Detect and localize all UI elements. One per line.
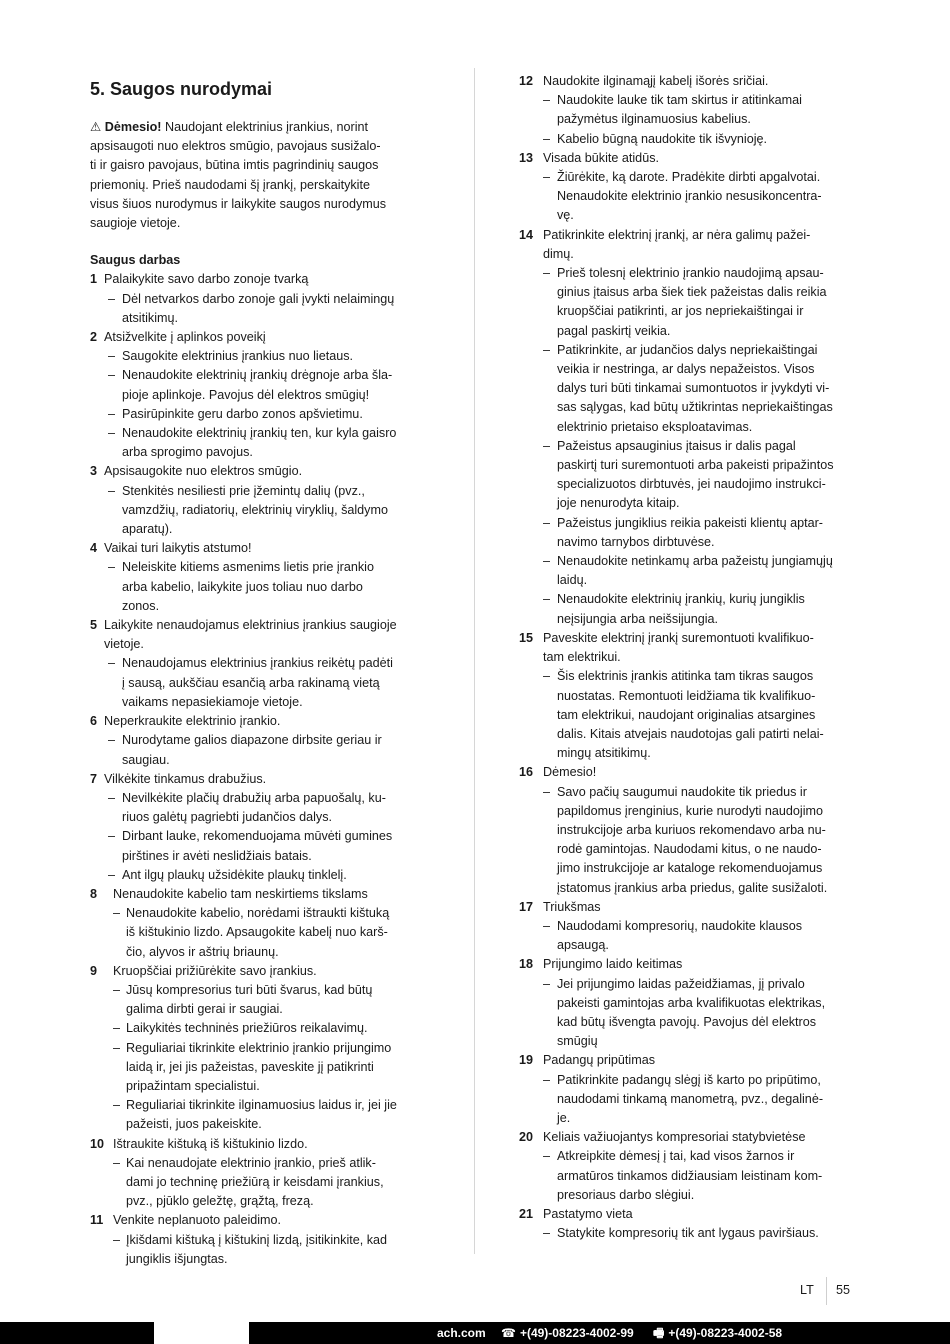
- subitem-line: mingų atsitikimų.: [557, 746, 651, 761]
- item-number: 12: [519, 74, 534, 88]
- dash-bullet: –: [108, 656, 116, 671]
- warning-label: Dėmesio!: [104, 120, 162, 134]
- safety-item: [90, 616, 435, 654]
- dash-bullet: –: [543, 438, 551, 453]
- subitem-line: aparatų).: [122, 522, 173, 537]
- safety-subitem: [90, 1039, 435, 1097]
- subitem-line: rodė gamintojas. Naudodami kitus, o ne naudo-: [557, 842, 822, 857]
- subitem-line: ginius įtaisus arba šiek tiek pažeistas dalis reikia: [557, 285, 827, 300]
- item-number: 9: [90, 963, 98, 978]
- subitem-line: Jei prijungimo laidas pažeidžiamas, jį privalo: [557, 976, 805, 991]
- safety-subitem: [519, 917, 864, 955]
- left-safety-list: [90, 270, 435, 1269]
- item-number: 1: [90, 272, 98, 287]
- page-number: 55: [836, 1283, 851, 1297]
- subitem-line: tam elektrikui, naudojant originalias atsargines: [557, 707, 816, 722]
- subitem-line: galima dirbti gerai ir saugiai.: [126, 1002, 283, 1017]
- safety-subitem: [519, 975, 864, 1052]
- item-number: 6: [90, 714, 98, 729]
- website-link[interactable]: ach.com: [437, 1326, 486, 1340]
- dash-bullet: –: [108, 349, 116, 364]
- dash-bullet: –: [543, 592, 551, 607]
- subitem-line: Naudodami kompresorių, naudokite klausos: [557, 918, 803, 933]
- item-heading-line: Nenaudokite kabelio tam neskirtiems tikslams: [113, 886, 368, 901]
- dash-bullet: –: [543, 1072, 551, 1087]
- safety-subitem: [90, 290, 435, 328]
- subitem-line: pagal paskirtį veikia.: [557, 323, 671, 338]
- subitem-line: presoriaus darbo slėgiui.: [557, 1187, 695, 1202]
- language-code: LT: [800, 1283, 814, 1297]
- safety-subitem: [519, 552, 864, 590]
- item-number: 17: [519, 899, 534, 914]
- safety-subitem: [519, 514, 864, 552]
- item-heading-line: dimų.: [543, 246, 574, 261]
- safety-item: [90, 770, 435, 789]
- safety-subitem: [90, 558, 435, 616]
- safety-item: [519, 72, 864, 91]
- safety-item: [519, 955, 864, 974]
- safety-subitem: [519, 590, 864, 628]
- subitem-line: pvz., pjūklo geležtę, grąžtą, frezą.: [126, 1194, 314, 1209]
- dash-bullet: –: [543, 515, 551, 530]
- dash-bullet: –: [108, 291, 116, 306]
- subitem-line: Nenaudojamus elektrinius įrankius reikėtų padėti: [122, 656, 393, 671]
- subitem-line: Kabelio būgną naudokite tik išvynioję.: [557, 131, 768, 146]
- dash-bullet: –: [108, 733, 116, 748]
- subitem-line: zonos.: [122, 598, 160, 613]
- dash-bullet: –: [108, 406, 116, 421]
- safety-subitem: [519, 1224, 864, 1243]
- subitem-line: Reguliariai tikrinkite elektrinio įrankio prijungimo: [126, 1040, 392, 1055]
- safety-subitem: [519, 783, 864, 898]
- safety-subitem: [90, 347, 435, 366]
- item-number: 7: [90, 771, 98, 786]
- dash-bullet: –: [113, 906, 121, 921]
- item-heading-line: Atsižvelkite į aplinkos poveikį: [104, 330, 266, 345]
- subitem-line: Nenaudokite kabelio, norėdami ištraukti kištuką: [126, 906, 390, 921]
- subitem-line: sas sąlygas, kad būtų užtikrintas nepriekaištingas: [557, 400, 833, 415]
- item-heading-line: Apsisaugokite nuo elektros smūgio.: [104, 464, 303, 479]
- phone-icon: ☎: [501, 1326, 516, 1340]
- item-heading-line: Triukšmas: [543, 899, 601, 914]
- subitem-line: vamzdžių, radiatorių, elektrinių viryklių, šaldymo: [122, 502, 388, 517]
- safety-item: [519, 1128, 864, 1147]
- subitem-line: iš kištukinio lizdo. Apsaugokite kabelį nuo karš-: [126, 925, 388, 940]
- safety-subitem: [90, 1154, 435, 1212]
- warning-line: visus šiuos nurodymus ir laikykite saugos nurodymus: [90, 196, 387, 211]
- warning-icon: ⚠: [90, 120, 102, 134]
- subitem-line: Nenaudokite elektrinio įrankio nesusikoncentra-: [557, 189, 822, 204]
- subitem-line: jungiklis išjungtas.: [126, 1251, 228, 1266]
- item-heading-line: tam elektrikui.: [543, 650, 621, 665]
- safety-subitem: [519, 130, 864, 149]
- fax-text: +(49)-08223-4002-58: [668, 1326, 783, 1340]
- subitem-line: paskirtį turi suremontuoti arba pakeisti pripažintos: [557, 458, 834, 473]
- dash-bullet: –: [108, 368, 116, 383]
- subitem-line: Pažeistus jungiklius reikia pakeisti klientų aptar-: [557, 515, 823, 530]
- item-heading-line: Paveskite elektrinį įrankį suremontuoti kvalifikuo-: [543, 630, 814, 645]
- dash-bullet: –: [543, 131, 551, 146]
- subitem-line: vaikams nepasiekiamoje vietoje.: [122, 694, 303, 709]
- subitem-line: Saugokite elektrinius įrankius nuo lietaus.: [122, 349, 354, 364]
- subitem-line: Dėl netvarkos darbo zonoje gali įvykti nelaimingų: [122, 291, 395, 306]
- subitem-line: Stenkitės nesiliesti prie įžemintų dalių (pvz.,: [122, 483, 365, 498]
- subitem-line: Reguliariai tikrinkite ilginamuosius laidus ir, jei jie: [126, 1098, 397, 1113]
- safety-subitem: [519, 667, 864, 763]
- subitem-line: Nenaudokite elektrinių įrankių drėgnoje arba šla-: [122, 368, 393, 383]
- left-column: [90, 72, 435, 1269]
- item-heading-line: vietoje.: [104, 637, 144, 652]
- subitem-line: pakeisti gamintojas arba kvalifikuotas elektrikas,: [557, 995, 826, 1010]
- warning-line: apsisaugoti nuo elektros smūgio, pavojaus susižalo-: [90, 139, 381, 154]
- warning-line: ti ir gaisro pavojaus, būtina imtis pagrindinių saugos: [90, 158, 379, 173]
- subitem-line: Dirbant lauke, rekomenduojama mūvėti gumines: [122, 829, 393, 844]
- safety-subitem: [90, 654, 435, 712]
- subitem-line: nuostatas. Remontuoti leidžiama tik kvalifikuo-: [557, 688, 816, 703]
- item-number: 4: [90, 541, 98, 556]
- item-number: 21: [519, 1206, 534, 1221]
- dash-bullet: –: [543, 554, 551, 569]
- safety-item: [90, 885, 435, 904]
- item-heading-line: Dėmesio!: [543, 765, 597, 780]
- subitem-line: arba sprogimo pavojus.: [122, 445, 253, 460]
- safety-item: [90, 1211, 435, 1230]
- subitem-line: Naudokite lauke tik tam skirtus ir atitinkamai: [557, 93, 802, 108]
- subitem-line: Statykite kompresorių tik ant lygaus paviršiaus.: [557, 1226, 819, 1241]
- dash-bullet: –: [113, 1021, 121, 1036]
- safety-subitem: [519, 341, 864, 437]
- subitem-line: pioje aplinkoje. Pavojus dėl elektros smūgių!: [122, 387, 370, 402]
- subitem-line: vę.: [557, 208, 574, 223]
- safety-subitem: [90, 482, 435, 540]
- dash-bullet: –: [108, 829, 116, 844]
- column-divider: [474, 68, 475, 1254]
- safety-subitem: [90, 731, 435, 769]
- subitem-line: dami jo techninę priežiūrą ir keisdami įrankius,: [126, 1174, 384, 1189]
- subitem-line: Šis elektrinis įrankis atitinka tam tikras saugos: [557, 669, 814, 684]
- subitem-line: pažeisti, juos pakeiskite.: [126, 1117, 262, 1132]
- subitem-line: Laikykitės techninės priežiūros reikalavimų.: [126, 1021, 368, 1036]
- subitem-line: Patikrinkite padangų slėgį iš karto po pripūtimo,: [557, 1072, 821, 1087]
- safety-item: [90, 462, 435, 481]
- right-safety-list: [519, 72, 864, 1243]
- dash-bullet: –: [113, 1155, 121, 1170]
- safety-item: [519, 763, 864, 782]
- subheading: Saugus darbas: [90, 253, 181, 268]
- safety-item: [90, 712, 435, 731]
- right-column: [519, 72, 864, 1243]
- subitem-line: armatūros tinkamos didžiausiam leistinam kom-: [557, 1168, 823, 1183]
- dash-bullet: –: [543, 170, 551, 185]
- dash-bullet: –: [543, 918, 551, 933]
- subitem-line: Nenaudokite elektrinių įrankių ten, kur kyla gaisro: [122, 426, 397, 441]
- fax-icon: 🖷: [653, 1326, 665, 1340]
- subitem-line: Atkreipkite dėmesį į tai, kad visos žarnos ir: [557, 1149, 795, 1164]
- subitem-line: laidų.: [557, 573, 588, 588]
- subitem-line: Nevilkėkite plačių drabužių arba papuošalų, ku-: [122, 790, 386, 805]
- item-number: 14: [519, 227, 534, 242]
- subitem-line: instrukcijoje arba kuriuos rekomendavo arba nu-: [557, 822, 826, 837]
- item-heading-line: Prijungimo laido keitimas: [543, 957, 683, 972]
- item-heading-line: Padangų pripūtimas: [543, 1053, 656, 1068]
- subitem-line: neįsijungia arba neišsijungia.: [557, 611, 719, 626]
- footer-separator: [826, 1277, 827, 1305]
- dash-bullet: –: [543, 976, 551, 991]
- subitem-line: papildomus įrenginius, kurie nurodyti naudojimo: [557, 803, 824, 818]
- subitem-line: į sausą, aukščiau esančią arba rakinamą vietą: [122, 675, 380, 690]
- subitem-line: pažymėtus ilginamuosius kabelius.: [557, 112, 751, 127]
- subitem-line: Patikrinkite, ar judančios dalys nepriekaištingai: [557, 342, 818, 357]
- safety-item: [519, 1051, 864, 1070]
- item-heading-line: Ištraukite kištuką iš kištukinio lizdo.: [113, 1136, 308, 1151]
- item-heading-line: Neperkraukite elektrinio įrankio.: [104, 714, 281, 729]
- dash-bullet: –: [108, 426, 116, 441]
- safety-item: [90, 1135, 435, 1154]
- subitem-line: Įkišdami kištuką į kištukinį lizdą, įsitikinkite, kad: [126, 1232, 388, 1247]
- safety-subitem: [90, 366, 435, 404]
- safety-subitem: [90, 904, 435, 962]
- subitem-line: kruopščiai patikrinti, ar jos nepriekaištingai ir: [557, 304, 804, 319]
- safety-item: [519, 226, 864, 264]
- safety-subitem: [90, 1231, 435, 1269]
- dash-bullet: –: [543, 784, 551, 799]
- safety-item: [519, 898, 864, 917]
- subitem-line: Kai nenaudojate elektrinio įrankio, prieš atlik-: [126, 1155, 376, 1170]
- subitem-line: Pažeistus apsauginius įtaisus ir dalis pagal: [557, 438, 796, 453]
- safety-subitem: [519, 168, 864, 226]
- warning-line: Naudojant elektrinius įrankius, norint: [165, 120, 369, 134]
- safety-subitem: [90, 981, 435, 1019]
- safety-subitem: [519, 91, 864, 129]
- subitem-line: veikia ir nestringa, ar dalys nepažeistos. Visos: [557, 362, 815, 377]
- subitem-line: smūgių: [557, 1034, 598, 1049]
- item-number: 16: [519, 765, 534, 780]
- dash-bullet: –: [108, 867, 116, 882]
- subitem-line: Pasirūpinkite geru darbo zonos apšvietimu.: [122, 406, 363, 421]
- subitem-line: Nenaudokite netinkamų arba pažeistų jungiamųjų: [557, 554, 833, 569]
- subitem-line: specializuotos dirbtuvės, jei naudojimo instrukci-: [557, 477, 826, 492]
- item-number: 11: [90, 1213, 104, 1228]
- item-heading-line: Keliais važiuojantys kompresoriai statybvietėse: [543, 1130, 806, 1145]
- item-number: 2: [90, 330, 98, 345]
- warning-line: saugioje vietoje.: [90, 216, 181, 231]
- subitem-line: Jūsų kompresorius turi būti švarus, kad būtų: [126, 982, 373, 997]
- item-number: 19: [519, 1053, 534, 1068]
- subitem-line: elektrinio prietaiso eksploatavimas.: [557, 419, 753, 434]
- subitem-line: dalis. Kitais atvejais naudotojas gali patirti nelai-: [557, 726, 824, 741]
- subitem-line: pirštines ir avėti neslidžiais batais.: [122, 848, 312, 863]
- item-number: 15: [519, 630, 534, 645]
- item-heading-line: Patikrinkite elektrinį įrankį, ar nėra galimų pažei-: [543, 227, 811, 242]
- item-number: 3: [90, 464, 98, 479]
- safety-item: [90, 539, 435, 558]
- dash-bullet: –: [108, 560, 116, 575]
- dash-bullet: –: [113, 1232, 121, 1247]
- subitem-line: Žiūrėkite, ką darote. Pradėkite dirbti apgalvotai.: [557, 170, 821, 185]
- safety-subitem: [90, 789, 435, 827]
- item-heading-line: Visada būkite atidūs.: [543, 150, 659, 165]
- section-title: 5. Saugos nurodymai: [90, 79, 273, 99]
- subitem-line: jimo instrukcijoje ar kataloge rekomenduojamus: [557, 861, 823, 876]
- dash-bullet: –: [543, 1149, 551, 1164]
- item-heading-line: Naudokite ilginamąjį kabelį išorės sričiai.: [543, 74, 769, 88]
- safety-subitem: [90, 827, 435, 865]
- safety-item: [519, 1205, 864, 1224]
- subitem-line: Savo pačių saugumui naudokite tik priedus ir: [557, 784, 807, 799]
- dash-bullet: –: [113, 1040, 121, 1055]
- subitem-line: Ant ilgų plaukų užsidėkite plaukų tinklelį.: [122, 867, 347, 882]
- dash-bullet: –: [543, 669, 551, 684]
- safety-subitem: [519, 437, 864, 514]
- safety-item: [90, 270, 435, 289]
- subitem-line: Nenaudokite elektrinių įrankių, kurių jungiklis: [557, 592, 805, 607]
- safety-item: [90, 962, 435, 981]
- subitem-line: riuos galėtų pagriebti judančios dalys.: [122, 810, 333, 825]
- safety-subitem: [519, 264, 864, 341]
- subitem-line: įstatomus įrankius arba priedus, galite susižaloti.: [557, 880, 828, 895]
- item-heading-line: Venkite neplanuoto paleidimo.: [113, 1213, 282, 1228]
- safety-subitem: [90, 405, 435, 424]
- safety-item: [519, 629, 864, 667]
- item-number: 10: [90, 1136, 105, 1151]
- subitem-line: joje nenurodyta kitaip.: [557, 496, 680, 511]
- item-heading-line: Kruopščiai prižiūrėkite savo įrankius.: [113, 963, 317, 978]
- subitem-line: Neleiskite kitiems asmenims lietis prie įrankio: [122, 560, 374, 575]
- fax-number: [653, 1322, 782, 1344]
- dash-bullet: –: [543, 93, 551, 108]
- phone-text: +(49)-08223-4002-99: [519, 1326, 634, 1340]
- item-heading-line: Laikykite nenaudojamus elektrinius įrankius saugioje: [104, 618, 397, 633]
- subitem-line: laidą ir, jei jis pažeistas, paveskite jį patikrinti: [126, 1059, 374, 1074]
- item-heading-line: Palaikykite savo darbo zonoje tvarką: [104, 272, 309, 287]
- safety-subitem: [90, 1019, 435, 1038]
- item-number: 18: [519, 957, 534, 972]
- item-number: 20: [519, 1130, 534, 1145]
- contact-bar: [249, 1322, 950, 1344]
- dash-bullet: –: [113, 1098, 121, 1113]
- subitem-line: Prieš tolesnį elektrinio įrankio naudojimą apsau-: [557, 266, 824, 281]
- safety-item: [519, 149, 864, 168]
- subitem-line: navimo tarnybos dirbtuvėse.: [557, 534, 715, 549]
- dash-bullet: –: [113, 982, 121, 997]
- subitem-line: kad būtų išvengta pavojų. Pavojus dėl elektros: [557, 1014, 817, 1029]
- dash-bullet: –: [543, 266, 551, 281]
- subitem-line: saugiau.: [122, 752, 170, 767]
- contact-bar-left: [0, 1322, 154, 1344]
- item-heading-line: Vaikai turi laikytis atstumo!: [104, 541, 252, 556]
- safety-subitem: [519, 1147, 864, 1205]
- subitem-line: apsaugą.: [557, 938, 609, 953]
- safety-subitem: [90, 424, 435, 462]
- dash-bullet: –: [543, 1226, 551, 1241]
- safety-subitem: [519, 1071, 864, 1129]
- warning-block: [90, 118, 435, 233]
- subitem-line: je.: [557, 1110, 571, 1125]
- safety-subitem: [90, 866, 435, 885]
- safety-item: [90, 328, 435, 347]
- subitem-line: dalys turi būti tinkamai sumontuotos ir įvykdyti vi-: [557, 381, 830, 396]
- subitem-line: Nurodytame galios diapazone dirbsite geriau ir: [122, 733, 382, 748]
- subitem-line: arba kabelio, laikykite juos toliau nuo darbo: [122, 579, 363, 594]
- item-number: 5: [90, 618, 98, 633]
- dash-bullet: –: [108, 483, 116, 498]
- item-number: 13: [519, 150, 534, 165]
- item-heading-line: Pastatymo vieta: [543, 1206, 633, 1221]
- subitem-line: čio, alyvos ir aštrių briaunų.: [126, 944, 279, 959]
- subitem-line: naudodami tinkamą manometrą, pvz., degalinė-: [557, 1091, 824, 1106]
- dash-bullet: –: [108, 790, 116, 805]
- item-number: 8: [90, 886, 98, 901]
- safety-subitem: [90, 1096, 435, 1134]
- item-heading-line: Vilkėkite tinkamus drabužius.: [104, 771, 267, 786]
- subitem-line: atsitikimų.: [122, 310, 178, 325]
- dash-bullet: –: [543, 342, 551, 357]
- phone-number: [501, 1322, 634, 1344]
- subitem-line: pripažintam specialistui.: [126, 1078, 260, 1093]
- warning-line: priemonių. Prieš naudodami šį įrankį, perskaitykite: [90, 177, 370, 192]
